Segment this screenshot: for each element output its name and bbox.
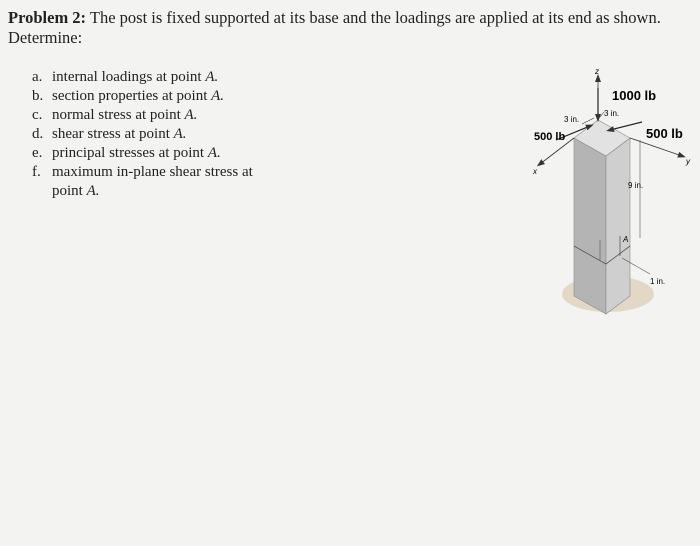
question-text: shear stress at point	[52, 126, 170, 142]
question-text: principal stresses at point	[52, 145, 205, 161]
dim-3in-left: 3 in.	[564, 115, 580, 124]
post-figure	[520, 60, 700, 340]
question-label: a.	[32, 69, 43, 85]
axis-z-label: z	[595, 67, 599, 76]
left-load-label: 500 lb	[534, 131, 566, 143]
axis-y-label: y	[686, 157, 690, 166]
post-front-face	[574, 138, 606, 314]
dim-3in-right: 3 in.	[604, 109, 620, 118]
question-text: internal loadings at point	[52, 69, 202, 85]
question-label: c.	[32, 107, 43, 123]
problem-statement	[8, 8, 694, 48]
determine-label: Determine:	[8, 28, 83, 47]
question-item	[32, 144, 312, 163]
axis-x-label: x	[533, 167, 537, 176]
question-label: b.	[32, 88, 44, 104]
question-point: A.	[205, 69, 219, 85]
question-item	[32, 106, 312, 125]
problem-number: Problem 2:	[8, 8, 87, 27]
vertical-load-label: 1000 lb	[612, 88, 657, 103]
question-label: e.	[32, 145, 43, 161]
question-text: maximum in-plane shear stress at	[52, 164, 253, 180]
dim-3in-left-line	[582, 118, 594, 124]
question-label: d.	[32, 126, 44, 142]
point-a-label: A	[623, 235, 629, 244]
post-side-face	[606, 138, 630, 314]
question-label	[32, 182, 52, 201]
question-point: A.	[173, 126, 187, 142]
question-item	[32, 68, 312, 87]
right-load-arrow	[610, 122, 642, 130]
question-point: A.	[207, 145, 221, 161]
question-text: point	[52, 183, 83, 199]
question-label: f.	[32, 164, 41, 180]
problem-text: The post is fixed supported at its base and the loadings are applied at its end as shown.	[89, 8, 661, 27]
question-item	[32, 163, 312, 182]
dim-1in-label: 1 in.	[650, 277, 666, 286]
question-item	[32, 182, 312, 201]
question-text: normal stress at point	[52, 107, 181, 123]
post-diagram	[520, 60, 700, 340]
question-point: A.	[211, 88, 225, 104]
question-point: A.	[184, 107, 198, 123]
dim-9in-label: 9 in.	[628, 181, 644, 190]
question-point: A.	[86, 183, 100, 199]
question-item	[32, 87, 312, 106]
question-list	[32, 68, 312, 201]
right-load-label: 500 lb	[646, 126, 683, 141]
question-item	[32, 125, 312, 144]
question-text: section properties at point	[52, 88, 208, 104]
